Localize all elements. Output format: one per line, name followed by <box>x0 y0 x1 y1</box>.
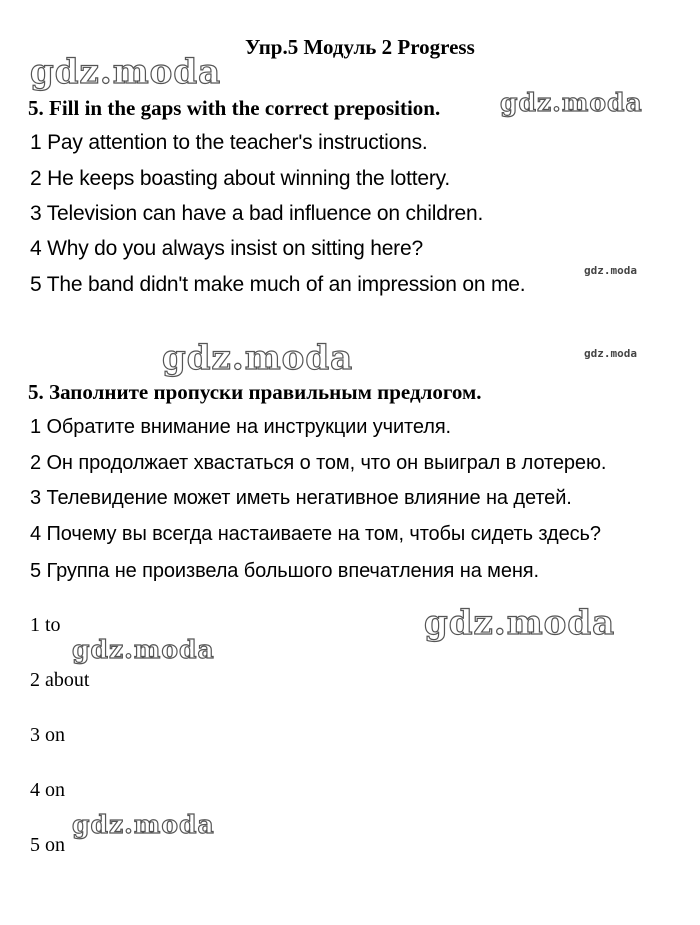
page-title: Упр.5 Модуль 2 Progress <box>245 35 475 59</box>
russian-sentence-2: 2 Он продолжает хвастаться о том, что он выиграл в лотерею. <box>30 452 607 474</box>
answer-4: 4 on <box>30 779 65 801</box>
watermark-logo: gdz.moda <box>30 52 222 92</box>
english-sentence-1: 1 Pay attention to the teacher's instructions. <box>30 131 428 154</box>
answer-1: 1 to <box>30 614 61 636</box>
watermark-logo: gdz.moda <box>500 88 643 117</box>
watermark-logo: gdz.moda <box>72 810 215 839</box>
english-sentence-3: 3 Television can have a bad influence on children. <box>30 202 484 225</box>
exercise-heading-russian: 5. Заполните пропуски правильным предлогом. <box>28 380 482 404</box>
russian-sentence-4: 4 Почему вы всегда настаиваете на том, чтобы сидеть здесь? <box>30 523 601 545</box>
answer-5: 5 on <box>30 834 65 856</box>
answer-2: 2 about <box>30 669 90 691</box>
watermark-logo: gdz.moda <box>424 603 616 643</box>
russian-sentence-1: 1 Обратите внимание на инструкции учителя. <box>30 416 452 438</box>
watermark-logo: gdz.moda <box>584 264 637 277</box>
english-sentence-2: 2 He keeps boasting about winning the lottery. <box>30 167 451 190</box>
watermark-logo: gdz.moda <box>72 635 215 664</box>
russian-sentence-3: 3 Телевидение может иметь негативное влияние на детей. <box>30 487 572 509</box>
watermark-logo: gdz.moda <box>162 338 354 378</box>
english-sentence-5: 5 The band didn't make much of an impression on me. <box>30 273 526 296</box>
english-sentence-4: 4 Why do you always insist on sitting here? <box>30 237 423 260</box>
russian-sentence-5: 5 Группа не произвела большого впечатления на меня. <box>30 560 539 582</box>
answer-3: 3 on <box>30 724 65 746</box>
exercise-heading-english: 5. Fill in the gaps with the correct preposition. <box>28 96 441 120</box>
watermark-logo: gdz.moda <box>584 347 637 360</box>
